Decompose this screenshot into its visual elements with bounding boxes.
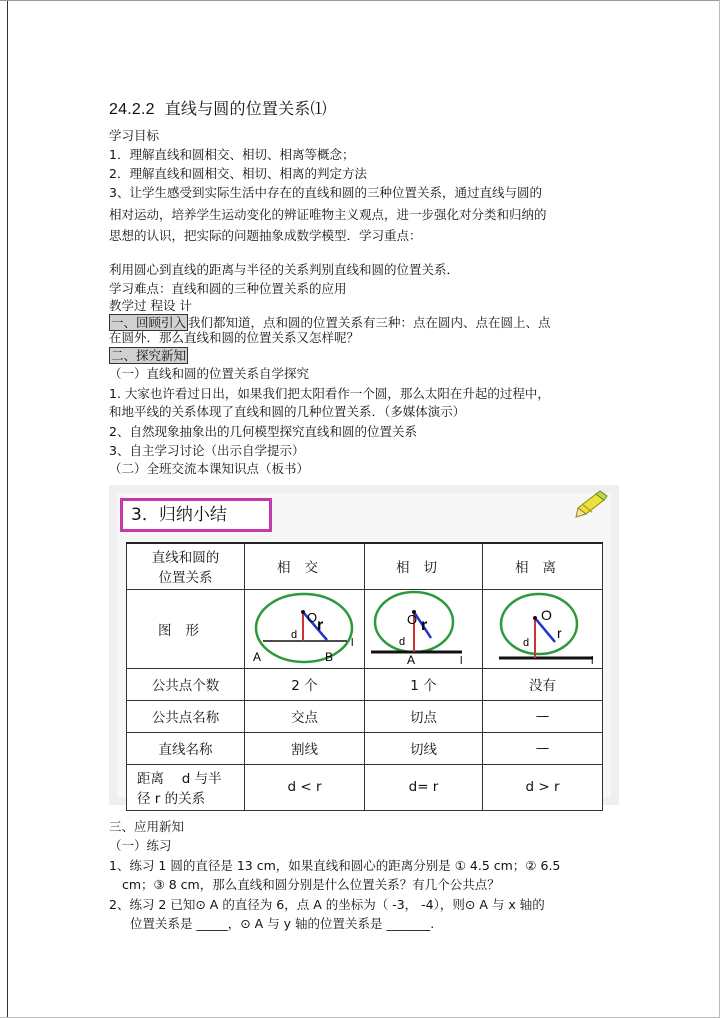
pencil-icon — [574, 490, 608, 520]
fig1-l: l — [351, 636, 354, 649]
header-intersect-text: 相交 — [277, 560, 332, 577]
review-label: 一、回顾引入 — [111, 315, 187, 330]
explore-p1a: 1. 大家也许看过日出，如果我们把太阳看作一个圆，那么太阳在升起的过程中， — [109, 386, 550, 401]
row-label-line-1: 距离 d 与半 — [137, 771, 222, 787]
figure-tangent-cell — [365, 589, 483, 668]
explore-label: 二、探究新知 — [111, 348, 187, 363]
fig2-r: r — [421, 616, 428, 634]
goals-heading: 学习目标 — [109, 128, 160, 143]
row-label — [127, 764, 245, 810]
explore-sub1: （一）直线和圆的位置关系自学探究 — [109, 366, 310, 381]
table-row — [127, 668, 603, 700]
goal-item: 2．理解直线和圆相交、相切、相离的判定方法 — [109, 166, 367, 181]
fig3-o: O — [541, 606, 552, 623]
figure-intersect — [245, 590, 364, 664]
fig2-l: l — [460, 654, 463, 664]
header-position-cell — [127, 543, 245, 589]
row-value: 2 个 — [245, 668, 365, 700]
goal-item: 1．理解直线和圆相交、相切、相离等概念； — [109, 147, 355, 162]
difficulty: 学习难点：直线和圆的三种位置关系的应用 — [109, 281, 347, 296]
header-tangent — [365, 543, 483, 589]
explore-p1b: 和地平线的关系体现了直线和圆的几种位置关系．（多媒体演示） — [109, 404, 466, 419]
fig1-r: r — [317, 616, 324, 634]
apply-sub: （一）练习 — [109, 838, 172, 853]
fig2-o: O — [407, 611, 418, 627]
fig3-d: d — [523, 636, 530, 649]
review-text-2: 在圆外．那么直线和圆的位置关系又怎样呢？ — [109, 330, 360, 345]
row-value: — — [483, 732, 603, 764]
row-value: 切点 — [365, 700, 483, 732]
explore-line — [109, 348, 188, 364]
row-value: d < r — [245, 764, 365, 810]
table-row — [127, 732, 603, 764]
header-line-2: 位置关系 — [158, 570, 213, 587]
row-value: 割线 — [245, 732, 365, 764]
header-line-1: 直线和圆的 — [151, 550, 220, 567]
exercise-2-line-1: 2、练习 2 已知⊙ A 的直径为 6，点 A 的坐标为（ -3， -4），则⊙ A 与 x 轴的 — [109, 897, 545, 912]
fig1-b: B — [325, 649, 334, 664]
key-point: 利用圆心到直线的距离与半径的关系判别直线和圆的位置关系． — [109, 262, 460, 277]
fig1-d: d — [291, 628, 298, 641]
fig3-r: r — [557, 624, 562, 641]
row-label: 公共点个数 — [127, 668, 245, 700]
review-line — [109, 315, 551, 331]
apply-heading: 三、应用新知 — [109, 819, 185, 834]
fig1-a: A — [253, 649, 262, 664]
fig1-o: O — [307, 609, 318, 625]
row-value: 1 个 — [365, 668, 483, 700]
figure-separate-cell — [483, 589, 603, 668]
header-separate-text: 相离 — [515, 560, 570, 577]
row-label-figure-text: 图形 — [158, 622, 213, 639]
review-text: 我们都知道，点和圆的位置关系有三种：点在圆内、点在圆上、点 — [188, 315, 551, 330]
row-label: 直线名称 — [127, 732, 245, 764]
explore-sub2: （二）全班交流本课知识点（板书） — [109, 461, 310, 476]
page-title — [109, 96, 327, 119]
goal-item: 3、让学生感受到实际生活中存在的直线和圆的三种位置关系，通过直线与圆的 — [109, 185, 542, 200]
header-separate — [483, 543, 603, 589]
table-row — [127, 764, 603, 810]
exercise-1-line-1: 1、练习 1 圆的直径是 13 cm，如果直线和圆心的距离分别是 ① 4.5 cm；② 6.5 — [109, 858, 561, 873]
figure-separate — [483, 590, 602, 664]
fig2-a: A — [407, 652, 416, 664]
summary-title: 3．归纳小结 — [120, 498, 272, 532]
explore-p2: 2、自然现象抽象出的几何模型探究直线和圆的位置关系 — [109, 424, 417, 439]
row-value: 交点 — [245, 700, 365, 732]
explore-p3: 3、自主学习讨论（出示自学提示） — [109, 443, 305, 458]
figure-intersect-cell — [245, 589, 365, 668]
table-header-row — [127, 543, 603, 589]
header-intersect — [245, 543, 365, 589]
summary-table — [126, 542, 603, 811]
row-value: 没有 — [483, 668, 603, 700]
header-tangent-text: 相切 — [396, 560, 451, 577]
goal-item: 相对运动，培养学生运动变化的辨证唯物主义观点，进一步强化对分类和归纳的 — [109, 207, 547, 222]
title-text: 直线与圆的位置关系⑴ — [164, 99, 327, 118]
row-value: — — [483, 700, 603, 732]
table-row-figure — [127, 589, 603, 668]
exercise-2-line-2: 位置关系是 _____，⊙ A 与 y 轴的位置关系是 _______. — [130, 916, 435, 931]
row-label-line-2: 径 r 的关系 — [137, 791, 206, 807]
process-heading: 教学过 程设 计 — [109, 298, 192, 313]
page-left-border — [7, 0, 8, 1018]
row-value: d > r — [483, 764, 603, 810]
fig3-l: l — [591, 654, 594, 664]
fig2-d: d — [399, 635, 406, 648]
row-label: 公共点名称 — [127, 700, 245, 732]
row-value: 切线 — [365, 732, 483, 764]
figure-tangent — [365, 590, 482, 664]
row-label-figure — [127, 589, 245, 668]
exercise-1-line-2: cm；③ 8 cm，那么直线和圆分别是什么位置关系？有几个公共点？ — [122, 877, 500, 892]
goal-item: 思想的认识，把实际的问题抽象成数学模型．学习重点： — [109, 228, 422, 243]
row-value: d= r — [365, 764, 483, 810]
table-row — [127, 700, 603, 732]
title-number: 24.2.2 — [109, 101, 155, 118]
page-top-border — [0, 0, 720, 1]
